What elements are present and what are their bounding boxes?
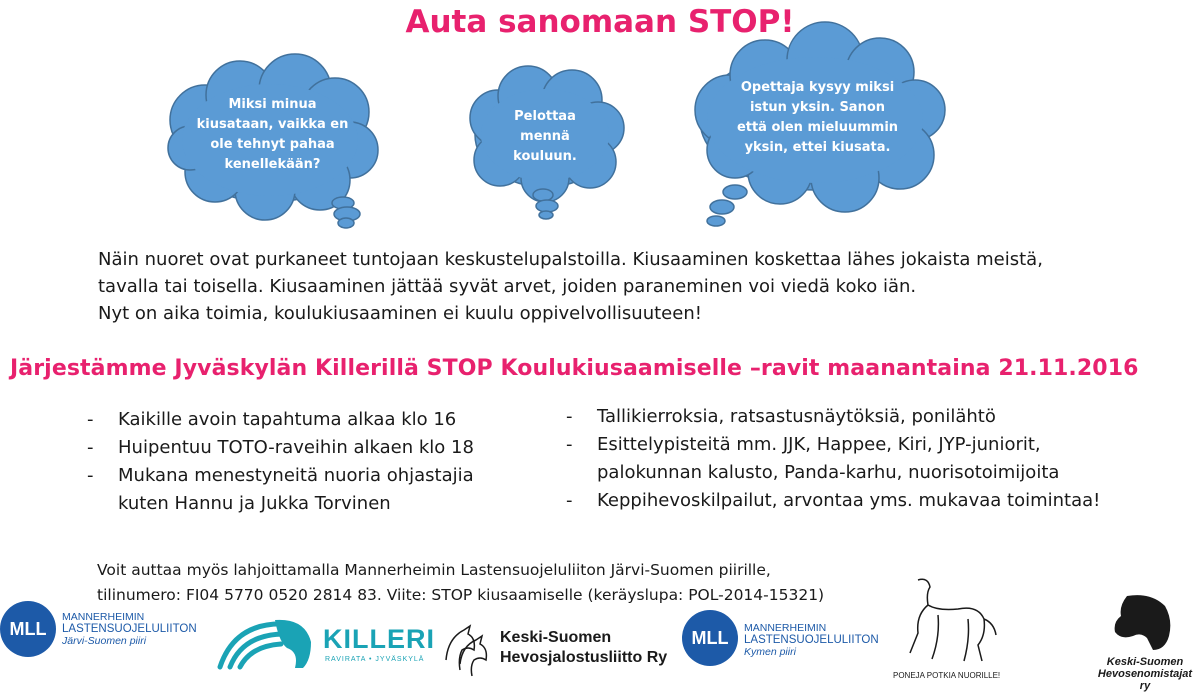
two-horses-icon <box>438 620 498 680</box>
hevosjalostusliitto-logo <box>438 620 668 685</box>
donation-line-2: tilinumero: FI04 5770 0520 2814 83. Viite: STOP kiusaamiselle (keräyslupa: POL-2014-15321) <box>97 586 825 604</box>
hevosenomistajat-logo <box>1095 592 1200 690</box>
intro-line-2: tavalla tai toisella. Kiusaaminen jättää syvät arvet, joiden paraneminen voi viedä koko iän. <box>98 276 917 297</box>
donation-info <box>97 558 824 608</box>
page-title: Auta sanomaan STOP! <box>405 4 795 40</box>
killeri-subtitle: RAVIRATA • JYVÄSKYLÄ <box>325 656 425 663</box>
mll-logo-text: MANNERHEIMIN LASTENSUOJELULIITON Kymen piiri <box>744 622 879 658</box>
mll-logo-mark: MLL <box>682 610 738 666</box>
mll-logo-text: MANNERHEIMIN LASTENSUOJELULIITON Järvi-Suomen piiri <box>62 611 197 647</box>
list-item: - Mukana menestyneitä nuoria ohjastajia kuten Hannu ja Jukka Torvinen <box>87 462 527 518</box>
horse-head-icon <box>1107 592 1177 652</box>
list-item: - Kaikille avoin tapahtuma alkaa klo 16 <box>87 406 527 434</box>
poni-text: PONEJA POTKIA NUORILLE! <box>893 671 1001 680</box>
list-item: - Tallikierroksia, ratsastusnäytöksiä, ponilähtö <box>566 403 1166 431</box>
program-list-left <box>87 406 527 518</box>
bubble-2-text: Pelottaa mennä kouluun. <box>513 109 577 164</box>
hevosenomistajat-text: Keski-Suomen Hevosenomistajat ry <box>1097 656 1193 692</box>
bubble-3-text: Opettaja kysyy miksi istun yksin. Sanon että olen mieluummin yksin, ettei kiusata. <box>736 80 899 155</box>
list-item: - Esittelypisteitä mm. JJK, Happee, Kiri, JYP-juniorit, palokunnan kalusto, Panda-karhu, nuorisotoimijoita <box>566 431 1166 487</box>
pony-icon <box>898 575 998 665</box>
program-list-right <box>566 403 1166 515</box>
list-item: - Keppihevoskilpailut, arvontaa yms. mukavaa toimintaa! <box>566 487 1166 515</box>
horse-head-icon <box>215 612 315 672</box>
mll-jarvi-suomi-logo <box>0 598 200 668</box>
bubble-1-text: Miksi minua kiusataan, vaikka en ole tehnyt pahaa kenellekään? <box>196 97 349 172</box>
intro-line-1: Näin nuoret ovat purkaneet tuntojaan keskustelupalstoilla. Kiusaaminen koskettaa lähes jokaista meistä, <box>98 249 1043 270</box>
killeri-logo <box>215 612 440 682</box>
donation-line-1: Voit auttaa myös lahjoittamalla Mannerheimin Lastensuojeluliiton Järvi-Suomen piirille, <box>97 561 771 579</box>
killeri-name: KILLERI <box>323 624 435 654</box>
intro-line-3: Nyt on aika toimia, koulukiusaaminen ei kuulu oppivelvollisuuteen! <box>98 303 702 324</box>
event-heading: Järjestämme Jyväskylän Killerillä STOP Koulukiusaamiselle –ravit maanantaina 21.11.2016 <box>10 356 1139 381</box>
intro-paragraph <box>98 246 1158 327</box>
poni-logo <box>893 575 1003 685</box>
mll-kymen-logo <box>682 607 882 677</box>
thought-bubbles <box>0 0 1200 240</box>
hevosjalostus-text: Keski-Suomen Hevosjalostusliitto Ry <box>500 629 668 666</box>
list-item: - Huipentuu TOTO-raveihin alkaen klo 18 <box>87 434 527 462</box>
mll-logo-mark: MLL <box>0 601 56 657</box>
